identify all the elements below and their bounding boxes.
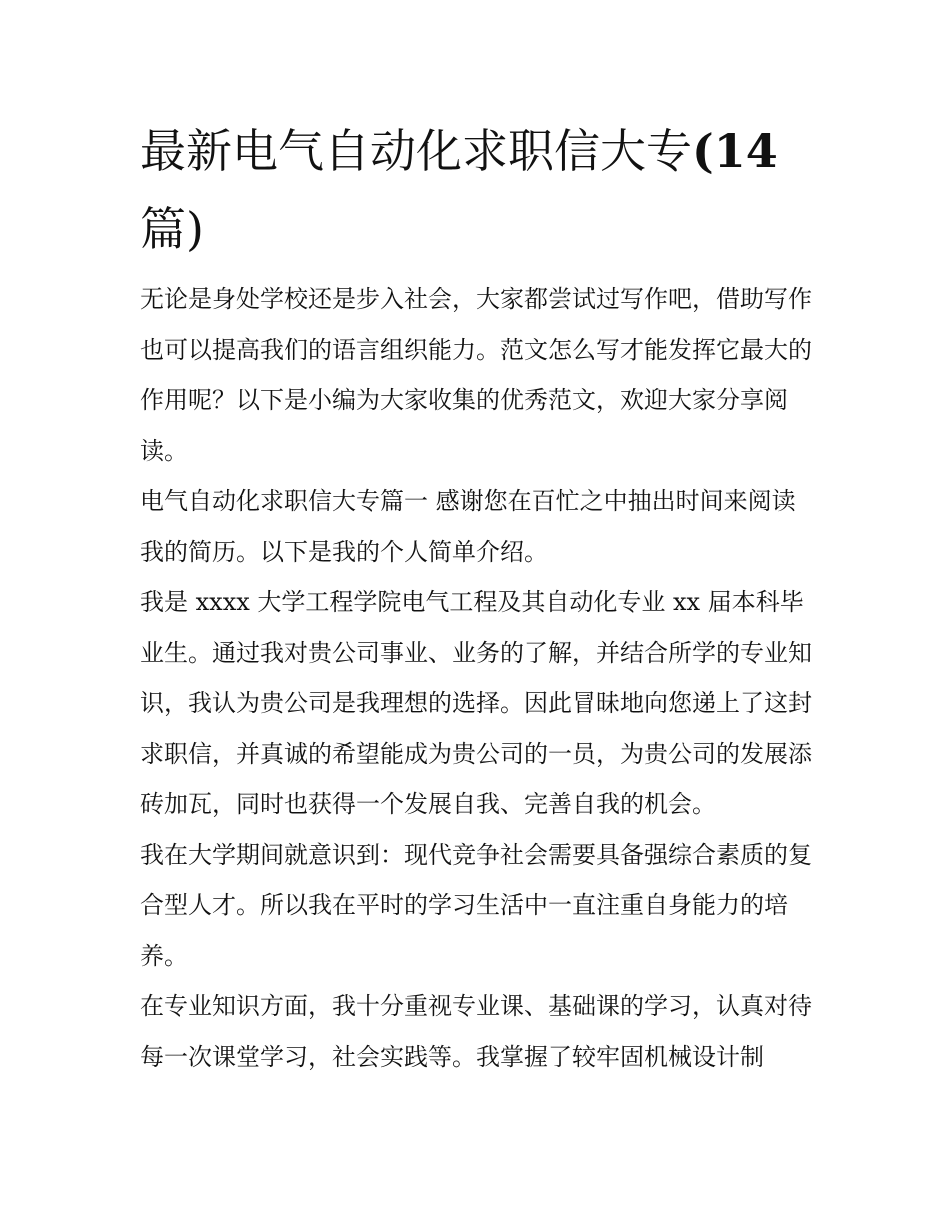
title-tail: 篇) <box>140 202 204 256</box>
document-page <box>140 112 812 1082</box>
paragraph-greeting: 电气自动化求职信大专篇一 感谢您在百忙之中抽出时间来阅读我的简历。以下是我的个人简单介绍。 <box>140 487 796 566</box>
paragraph-professional-knowledge: 在专业知识方面，我十分重视专业课、基础课的学习，认真对待每一次课堂学习，社会实践等。我掌握了较牢固机械设计制 <box>140 992 812 1071</box>
title-count: (14 <box>692 124 778 178</box>
paragraph-self-introduction: 我是 xxxx 大学工程学院电气工程及其自动化专业 xx 届本科毕业生。通过我对贵公司事业、业务的了解，并结合所学的专业知识，我认为贵公司是我理想的选择。因此冒昧地向您递上了这封求职信，并真诚的希望能成为贵公司的一员，为贵公司的发展添砖加瓦，同时也获得一个发展自我、完善自我的机会。 <box>140 588 812 818</box>
title-text: 最新电气自动化求职信大专 <box>140 124 692 178</box>
paragraph-intro: 无论是身处学校还是步入社会，大家都尝试过写作吧，借助写作也可以提高我们的语言组织能力。范文怎么写才能发挥它最大的作用呢？以下是小编为大家收集的优秀范文，欢迎大家分享阅读。 <box>140 285 812 465</box>
document-title <box>140 112 812 268</box>
paragraph-awareness: 我在大学期间就意识到：现代竞争社会需要具备强综合素质的复合型人才。所以我在平时的学习生活中一直注重自身能力的培养。 <box>140 840 812 970</box>
